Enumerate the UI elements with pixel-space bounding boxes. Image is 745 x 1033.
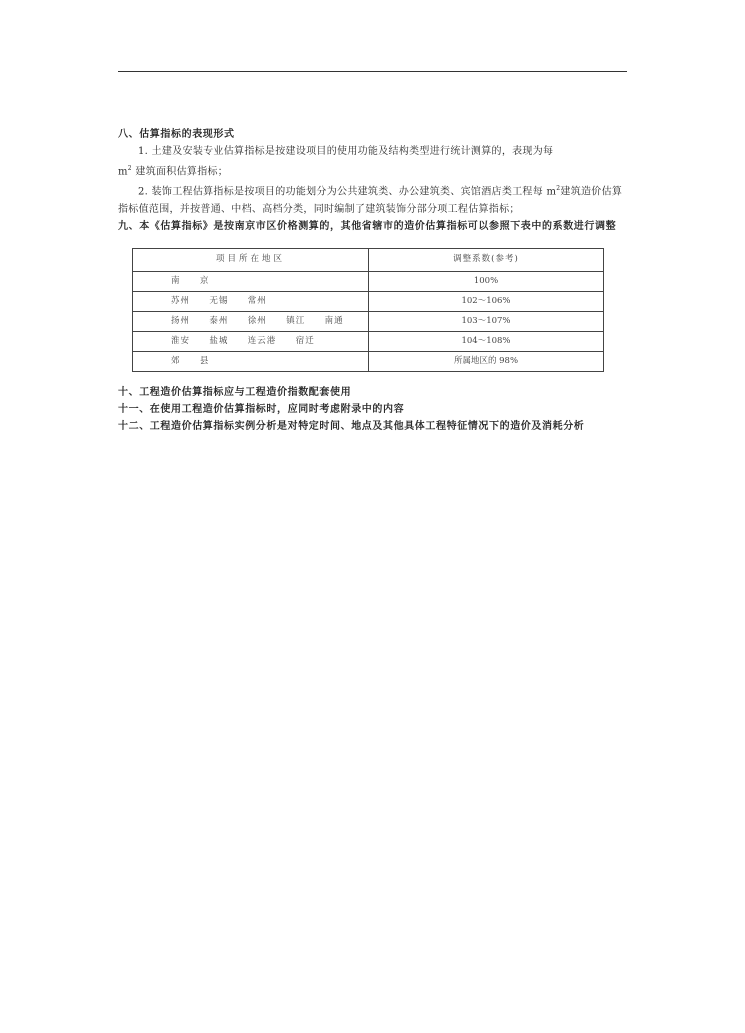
table-row <box>133 271 604 291</box>
section-12-heading: 十二、工程造价估算指标实例分析是对特定时间、地点及其他具体工程特征情况下的造价及消耗分析 <box>118 420 585 432</box>
item-1-line-2: 建筑面积估算指标； <box>131 166 229 178</box>
item-1-line-1: 1. 土建及安装专业估算指标是按建设项目的使用功能及结构类型进行统计测算的，表现为每 <box>138 146 554 157</box>
coefficient-cell: 103～107% <box>369 311 604 331</box>
table-row <box>133 311 604 331</box>
table-row <box>133 331 604 351</box>
section-8-item-2 <box>118 180 627 217</box>
region-cell: 南 京 <box>133 271 369 291</box>
section-8-heading: 八、估算指标的表现形式 <box>118 129 235 140</box>
table-header-row <box>133 248 604 271</box>
section-8-item-1 <box>118 143 627 180</box>
section-11-heading: 十一、在使用工程造价估算指标时，应同时考虑附录中的内容 <box>118 403 405 415</box>
unit-sup: 2 <box>127 165 132 172</box>
table-row <box>133 351 604 371</box>
coefficient-cell: 102～106% <box>369 291 604 311</box>
coefficient-cell: 104～108% <box>369 331 604 351</box>
unit-m: m <box>118 166 128 178</box>
coefficient-cell: 100% <box>369 271 604 291</box>
coefficient-cell: 所属地区的 98% <box>369 351 604 371</box>
header-region: 项目所在地区 <box>133 248 369 271</box>
region-cell: 淮安 盐城 连云港 宿迁 <box>133 331 369 351</box>
section-10-heading: 十、工程造价估算指标应与工程造价指数配套使用 <box>118 386 352 398</box>
region-cell: 扬州 泰州 徐州 镇江 南通 <box>133 311 369 331</box>
region-cell: 郊 县 <box>133 351 369 371</box>
document-body <box>118 126 627 435</box>
header-coefficient: 调整系数(参考) <box>369 248 604 271</box>
header-rule <box>118 71 627 72</box>
item-2-line-1: 2. 装饰工程估算指标是按项目的功能划分为公共建筑类、办公建筑类、宾馆酒店类工程每 m <box>138 186 557 198</box>
table-row <box>133 291 604 311</box>
adjustment-coefficient-table <box>132 248 604 372</box>
region-cell: 苏州 无锡 常州 <box>133 291 369 311</box>
section-9-heading: 九、本《估算指标》是按南京市区价格测算的，其他省辖市的造价估算指标可以参照下表中的系数进行调整 <box>118 220 617 232</box>
item-2-rest: 建筑造价估算指标值范围，并按普通、中档、高档分类，同时编制了建筑装饰分部分项工程估算指标； <box>118 186 623 215</box>
unit-sup-2: 2 <box>556 185 561 193</box>
